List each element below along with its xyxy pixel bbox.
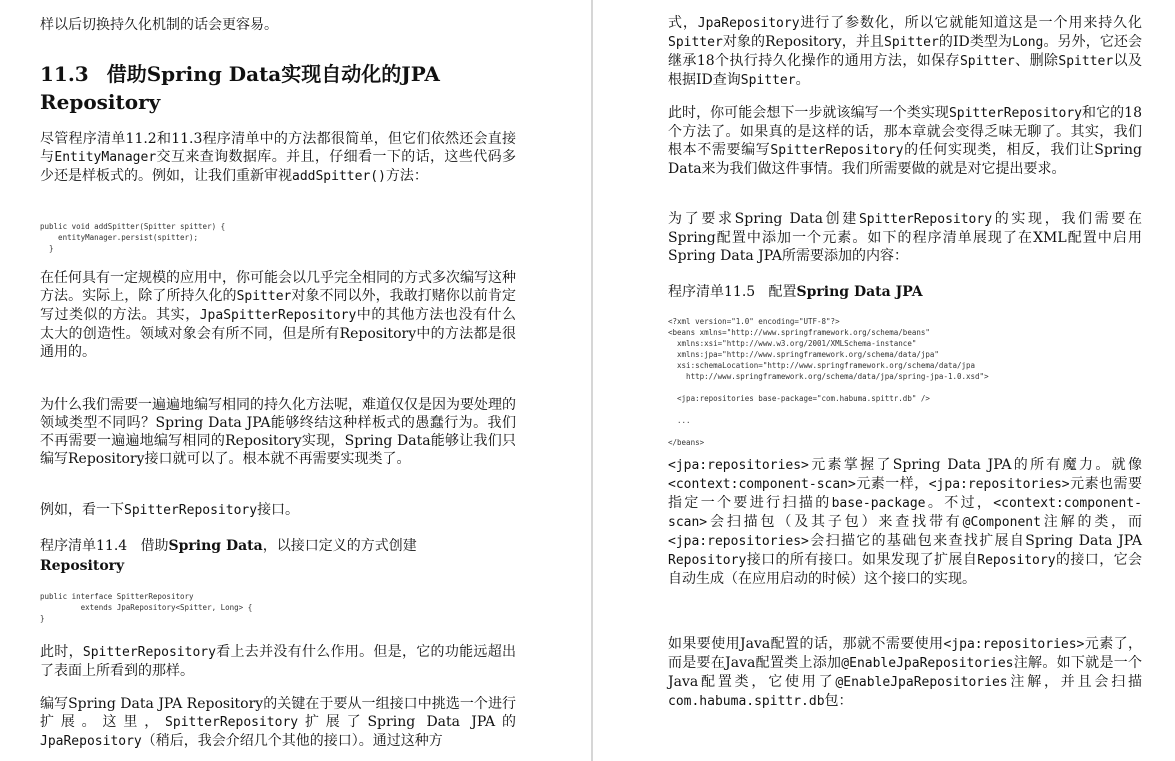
code-term: @Component (962, 515, 1041, 530)
code-term: SpitterRepository (858, 212, 993, 227)
paragraph-5: 此时，SpitterRepository看上去并没有什么作用。但是，它的功能远超出了表面上所看到的那样。 (40, 644, 517, 679)
code-block-addspitter: public void addSpitter(Spitter spitter) { entityManager.persist(spitter); } (40, 222, 226, 253)
section-number: 11.3 (40, 62, 89, 86)
code-term: Spitter (959, 54, 1015, 69)
code-term: <jpa:repositories> (928, 477, 1070, 492)
section-title-line2: Repository (40, 90, 161, 114)
code-term: SpitterRepository (124, 503, 258, 518)
code-term: Spitter (1058, 54, 1114, 69)
code-term: com.habuma.spittr.db (668, 694, 825, 709)
paragraph-1: 尽管程序清单11.2和11.3程序清单中的方法都很简单，但它们依然还会直接与EntityManager交互来查询数据库。并且，仔细看一下的话，这些代码多少还是样板式的。例如，让我们重新审视addSpitter()方法： (40, 131, 517, 184)
code-term: <jpa:repositories> (943, 637, 1085, 652)
paragraph-4: 例如，看一下SpitterRepository接口。 (40, 502, 300, 518)
code-term: addSpitter() (292, 169, 386, 184)
code-term: <jpa:repositories> (668, 458, 809, 473)
paragraph-r3: 为了要求Spring Data创建SpitterRepository的实现，我们需要在Spring配置中添加一个元素。如下的程序清单展现了在XML配置中启用Spring Data JPA所需要添加的内容： (668, 211, 1142, 264)
code-term: SpitterRepository (82, 645, 216, 660)
paragraph-r1: 式，JpaRepository进行了参数化，所以它就能知道这是一个用来持久化Spitter对象的Repository，并且Spitter的ID类型为Long。另外，它还会继承18个执行持久化操作的通用方法，如保存Spitter、删除Spitter以及根据ID查询Spitter。 (668, 15, 1143, 88)
code-term: JpaRepository (697, 16, 800, 31)
paragraph-2: 在任何具有一定规模的应用中，你可能会以几乎完全相同的方式多次编写这种方法。实际上，除了所持久化的Spitter对象不同以外，我敢打赌你以前肯定写过类似的方法。其实，JpaSpitterRepository中的其他方法也没有什么太大的创造性。领域对象会有所不同，但是所有Repository中的方法都是很通用的。 (40, 270, 517, 360)
paragraph-r4: <jpa:repositories>元素掌握了Spring Data JPA的所有魔力。就像<context:component-scan>元素一样，<jpa:repositories>元素也需要指定一个要进行扫描的base-package。不过，<context:component-scan>会扫描包（及其子包）来查找带有@Component注解的类，而<jpa:repositories>会扫描它的基础包来查找扩展自Spring Data JPA Repository接口的所有接口。如果发现了扩展自Repository的接口，它会自动生成（在应用启动的时候）这个接口的实现。 (668, 457, 1143, 587)
intro-tail: 样以后切换持久化机制的话会更容易。 (40, 17, 278, 33)
code-term: SpitterRepository (165, 715, 299, 730)
code-term: @EnableJpaRepositories (841, 656, 1014, 671)
right-page (594, 0, 1175, 761)
listing-11-4-caption: 程序清单11.4 借助Spring Data，以接口定义的方式创建 Repository (40, 538, 417, 574)
code-term: Repository (977, 553, 1056, 568)
code-block-spitterrepository: public interface SpitterRepository extends JpaRepository<Spitter, Long> { } (40, 592, 253, 623)
listing-11-5-caption: 程序清单11.5 配置Spring Data JPA (668, 284, 923, 300)
code-term: EntityManager (54, 150, 157, 165)
section-heading (40, 60, 529, 116)
code-term: <jpa:repositories> (668, 534, 809, 549)
section-title-line1: 借助Spring Data实现自动化的JPA (106, 62, 440, 86)
code-term: Spitter (668, 35, 723, 50)
paragraph-r2: 此时，你可能会想下一步就该编写一个类实现SpitterRepository和它的18个方法了。如果真的是这样的话，那本章就会变得乏味无聊了。其实，我们根本不需要编写SpitterRepository的任何实现类，相反，我们让Spring Data来为我们做这件事情。我们所需要做的就是对它提出要求。 (668, 105, 1143, 177)
code-term: Long (1012, 35, 1044, 50)
paragraph-r5: 如果要使用Java配置的话，那就不需要使用<jpa:repositories>元素了，而是要在Java配置类上添加@EnableJpaRepositories注解。如下就是一个Java配置类，它使用了@EnableJpaRepositories注解，并且会扫描com.habuma.spittr.db包： (668, 636, 1143, 709)
code-term: Spitter (740, 73, 796, 88)
code-term: SpitterRepository (770, 143, 904, 158)
code-term: base-package (831, 496, 926, 511)
page-divider (591, 0, 593, 761)
code-term: SpitterRepository (948, 106, 1082, 121)
paragraph-3: 为什么我们需要一遍遍地编写相同的持久化方法呢，难道仅仅是因为要处理的领域类型不同吗？Spring Data JPA能够终结这种样板式的愚蠢行为。我们不再需要一遍遍地编写相同的Repository实现，Spring Data能够让我们只编写Repository接口就可以了。根本就不再需要实现类了。 (40, 397, 516, 467)
code-term: Repository (668, 553, 747, 568)
code-term: JpaSpitterRepository (199, 308, 357, 323)
code-term: <context:component-scan> (668, 477, 856, 492)
paragraph-6: 编写Spring Data JPA Repository的关键在于要从一组接口中挑选一个进行扩展。这里，SpitterRepository扩展了Spring Data JPA的JpaRepository（稍后，我会介绍几个其他的接口）。通过这种方 (40, 696, 516, 749)
code-term: JpaRepository (40, 734, 142, 749)
code-term: <context:component-scan> (668, 496, 1143, 530)
code-block-xml-config: <?xml version="1.0" encoding="UTF-8"?> <beans xmlns="http://www.springframework.org/schema/beans" xmlns:xsi="http://www.w3.org/2001/XMLSchema-instance" xmlns:jpa="http://www.springframework.org/schema/data/jpa" xsi:schemaLocation="http://www.springframework.org/schema/data/jpa http://www.springframework.org/schema/data/jpa/spring-jpa-1.0.xsd"> <jpa:repositories base-package="com.habuma.spittr.db" /> ... </beans> (668, 317, 989, 447)
code-term: Spitter (236, 289, 292, 304)
code-term: Spitter (884, 35, 939, 50)
code-term: @EnableJpaRepositories (835, 675, 1008, 690)
